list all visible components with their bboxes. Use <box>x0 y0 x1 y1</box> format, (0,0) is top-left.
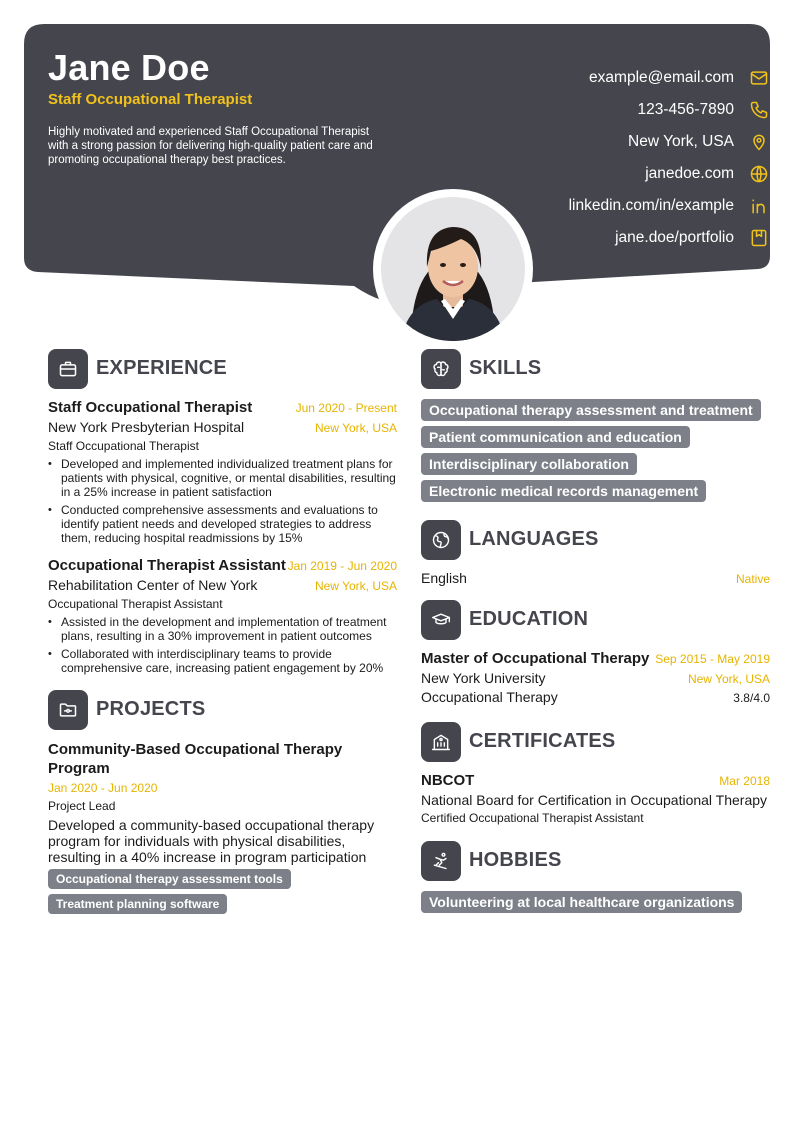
experience-role: Occupational Therapist Assistant <box>48 597 223 611</box>
hobbies-list <box>421 891 770 918</box>
portrait-illustration <box>381 197 525 341</box>
right-column <box>421 348 770 918</box>
languages-title: LANGUAGES <box>469 528 599 550</box>
certificate-description: Certified Occupational Therapist Assistant <box>421 811 644 825</box>
contact-linkedin-text[interactable]: linkedin.com/in/example <box>568 197 734 214</box>
experience-entry <box>48 557 397 675</box>
projects-title: PROJECTS <box>96 698 206 720</box>
project-description: Developed a community-based occupational therapy program for individuals with physical disabilities, resulting in a 40% increase in program participation <box>48 817 375 865</box>
contact-location <box>410 126 770 158</box>
left-column <box>48 348 397 919</box>
education-title: EDUCATION <box>469 608 589 630</box>
project-tag: Treatment planning software <box>48 894 227 914</box>
phone-icon <box>748 99 770 121</box>
contact-email[interactable] <box>410 62 770 94</box>
education-degree: Master of Occupational Therapy <box>421 650 650 667</box>
skill-tag: Interdisciplinary collaboration <box>421 453 637 475</box>
linkedin-icon <box>748 195 770 217</box>
project-role: Project Lead <box>48 799 116 813</box>
language-level: Native <box>735 572 770 586</box>
hobbies-heading <box>421 840 770 881</box>
skill-tag: Occupational therapy assessment and treatment <box>421 399 761 421</box>
globe-icon <box>748 163 770 185</box>
contact-phone-text[interactable]: 123-456-7890 <box>637 101 734 118</box>
language-name: English <box>421 570 467 586</box>
contact-website-text[interactable]: janedoe.com <box>645 165 734 182</box>
education-field: Occupational Therapy <box>421 689 558 705</box>
project-dates: Jan 2020 - Jun 2020 <box>48 781 158 795</box>
contact-location-text: New York, USA <box>628 133 734 150</box>
hobby-tag: Volunteering at local healthcare organizations <box>421 891 742 913</box>
certificate-name: NBCOT <box>421 772 475 789</box>
hobbies-title: HOBBIES <box>469 849 562 871</box>
experience-heading <box>48 348 397 389</box>
bookmark-icon <box>748 227 770 249</box>
project-title: Community-Based Occupational Therapy Program <box>48 741 343 777</box>
skills-title: SKILLS <box>469 357 542 379</box>
envelope-icon <box>748 67 770 89</box>
certificate-entry <box>421 772 770 825</box>
map-pin-icon <box>748 131 770 153</box>
education-location: New York, USA <box>687 672 770 686</box>
experience-role: Staff Occupational Therapist <box>48 439 199 453</box>
brain-icon <box>421 349 461 389</box>
education-heading <box>421 599 770 640</box>
graduation-cap-icon <box>421 600 461 640</box>
folder-icon <box>48 690 88 730</box>
projects-heading <box>48 689 397 730</box>
contact-email-text[interactable]: example@email.com <box>589 69 734 86</box>
experience-bullet: • Assisted in the development and implementation of treatment plans, resulting in a 30% improvement in patient outcomes <box>48 615 397 643</box>
experience-entry <box>48 399 397 545</box>
experience-title: Occupational Therapist Assistant <box>48 557 286 574</box>
experience-location: New York, USA <box>314 579 397 593</box>
skill-tag: Electronic medical records management <box>421 480 706 502</box>
language-row <box>421 570 770 586</box>
certificates-heading <box>421 721 770 762</box>
experience-bullet: • Collaborated with interdisciplinary teams to provide comprehensive care, increasing patient engagement by 20% <box>48 647 397 675</box>
experience-dates: Jun 2020 - Present <box>295 401 397 415</box>
education-entry <box>421 650 770 705</box>
job-title: Staff Occupational Therapist <box>48 91 253 108</box>
contact-website[interactable] <box>410 158 770 190</box>
skill-tag: Patient communication and education <box>421 426 690 448</box>
experience-dates: Jan 2019 - Jun 2020 <box>287 559 397 573</box>
experience-location: New York, USA <box>314 421 397 435</box>
experience-title: EXPERIENCE <box>96 357 227 379</box>
skills-list <box>421 399 770 507</box>
certificate-issuer: National Board for Certification in Occupational Therapy <box>421 792 768 808</box>
education-gpa: 3.8/4.0 <box>733 691 770 705</box>
skier-icon <box>421 841 461 881</box>
candidate-name: Jane Doe <box>48 47 210 88</box>
certificates-title: CERTIFICATES <box>469 730 616 752</box>
experience-bullet: • Conducted comprehensive assessments and evaluations to identify patient needs and developed strategies to address them, reducing hospital readmissions by 15% <box>48 503 397 545</box>
profile-summary: Highly motivated and experienced Staff Occupational Therapist with a strong passion for delivering high-quality patient care and promoting occupational therapy best practices. <box>48 126 373 166</box>
education-school: New York University <box>421 670 546 686</box>
languages-heading <box>421 519 770 560</box>
building-icon <box>421 722 461 762</box>
contact-phone[interactable] <box>410 94 770 126</box>
contact-portfolio-text[interactable]: jane.doe/portfolio <box>615 229 734 246</box>
skills-heading <box>421 348 770 389</box>
project-tag: Occupational therapy assessment tools <box>48 869 291 889</box>
education-dates: Sep 2015 - May 2019 <box>655 652 770 666</box>
briefcase-icon <box>48 349 88 389</box>
globe-icon <box>421 520 461 560</box>
avatar <box>381 197 525 341</box>
certificate-date: Mar 2018 <box>719 774 770 788</box>
project-entry <box>48 740 397 919</box>
experience-company: Rehabilitation Center of New York <box>48 577 258 593</box>
experience-bullet: • Developed and implemented individualized treatment plans for patients with physical, cognitive, or mental disabilities, resulting in a 25% increase in patient satisfaction <box>48 457 397 499</box>
experience-company: New York Presbyterian Hospital <box>48 419 245 435</box>
experience-title: Staff Occupational Therapist <box>48 399 253 416</box>
